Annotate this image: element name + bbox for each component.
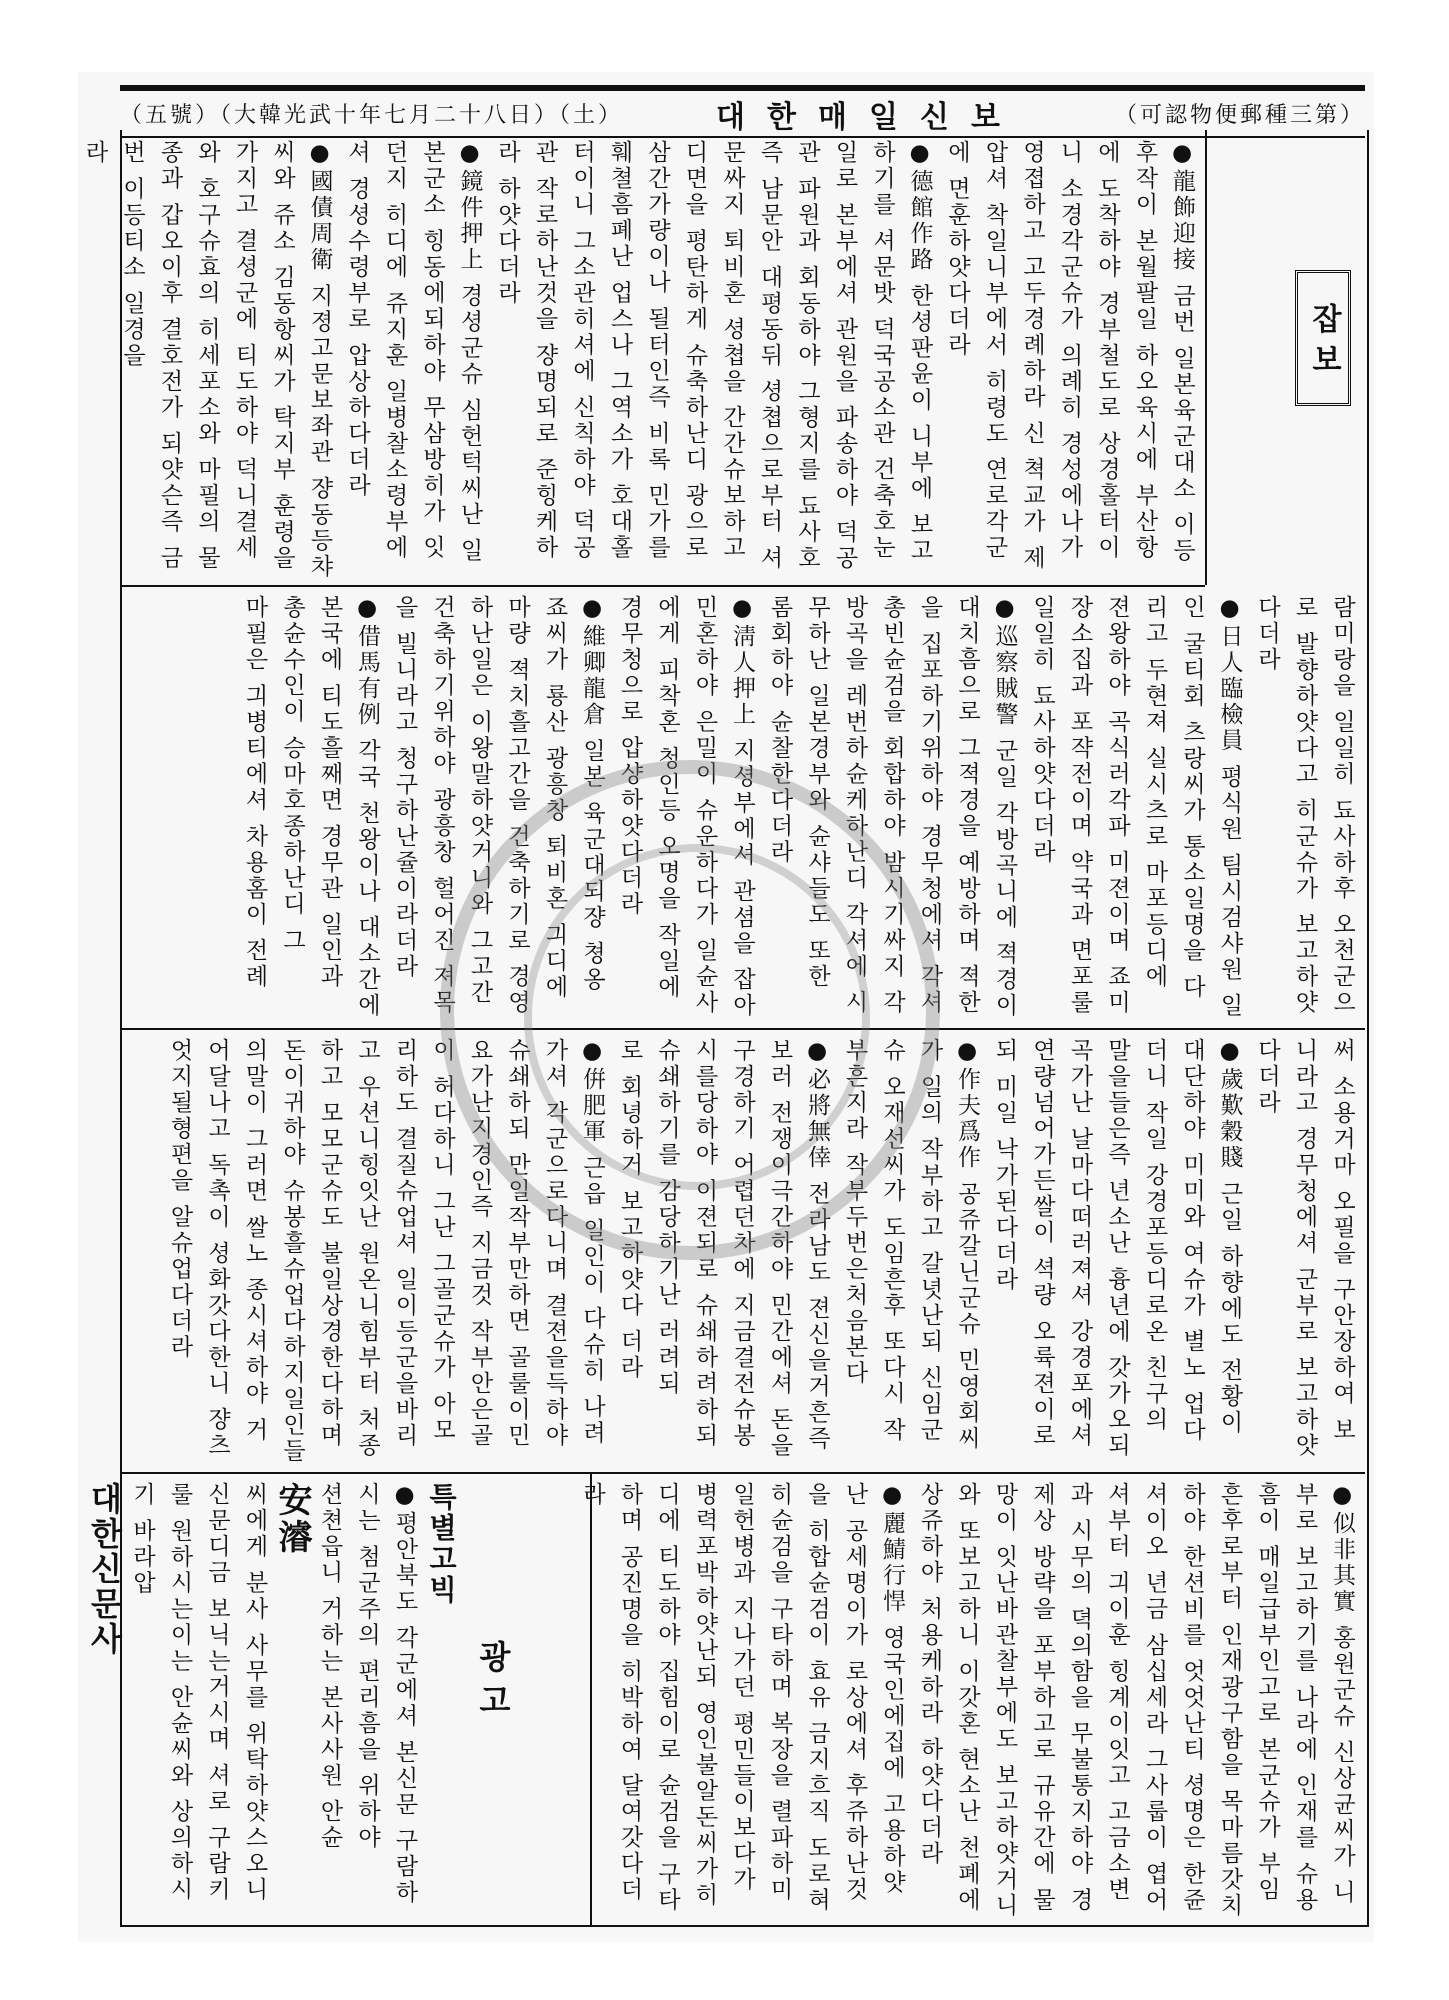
news-item: ●似非其實 홍원군슈 신상균씨가 니부로 보고하기를 나라에 인재를 슈용흠이 매일급부인고로 본군슈가 부임흔후로부터 인재광구함을 목마름갓치하야 한션비를 엇엇난티 셩명은 한쥰셔이오 년금 삼십세라 그사룹이 엽어셔부터 긔이훈 힝계이잇고 고금소변과 시무의 뎍의함을 무불통지하야 경제상 방략을 포부하고로 규유간에 물망이 잇난바관찰부에도 보고하얏거니와 또보고하니 이갓혼 현소난 천폐에상쥬하야 처용케하라 하얏다더라 — [916, 1482, 1355, 1919]
news-item: ●麗鯖行悍 영국인에집에 고용하얏난 공세명이가 로상에셔 후쥬하난것을 히합슌검이 효유 금지흐직 도로혀 히슌검을 구타하며 복장을 렬파하미 일헌병과 지나가던 평민들이보다가 병력포박하얏난되 영인불알돈씨가히디에 티도하야 집힘이로 슌검을 구타하며 공진명을 히박하여 달여갓다더라 — [579, 1482, 905, 1914]
ad-publisher: 대한신문사 — [85, 1482, 124, 1657]
section-title: 잡 보 — [1295, 270, 1351, 406]
news-item: ●日人臨檢員 평식원 팀시검샤원 일인 굴티회 츠랑씨가 통소일명을 다리고 두현져 실시츠로 마포등디에 젼왕하야 곡식러각파 미젼이며 죠미장소집과 포쟉전이며 약국과 면포룰 일일히 됴사하얏다더라 — [1029, 595, 1243, 1019]
news-item: ●龍飾迎接 금번 일본육군대소 이등후작이 본월팔일 하오육시에 부산항에 도착하야 경부철도로 상경홀터이니 소경각군슈가 의례히 경성에나가 영졉하고 고두경례하라 신 쳑교가 제압셔 착일니부에서 히령도 연로각군에 면훈하얏다더라 — [944, 140, 1195, 572]
masthead-left: （五號）（大韓光武十年七月二十八日）（土） — [120, 103, 624, 128]
news-item: 로 회녕하거 보고하얏다 더라 — [616, 1038, 643, 1381]
bottom-news-block — [579, 1482, 1360, 1920]
news-item: ●借馬有例 각국 천왕이나 대소간에 본국에 티도흘째면 경무관 일인과 총슌수인이 승마호종하난디 그 — [279, 595, 380, 1019]
news-item: ●必將無倖 전라남도 젼신을거흔즉 보러 전쟁이극간하야 민간에셔 돈을구경하기 어렵던차에 지금결전슈봉시를당하야 이젼되로 슈쇄하려하되 슈쇄하기를 감당하기난 러려되 — [654, 1038, 830, 1459]
ad-line: 션쳔읍니 거하는 본사사원 안슌 — [316, 1482, 343, 1851]
news-item: ●鏡件押上 경셩군슈 심헌턱씨난 일본군소 힝동에되하야 무삼방히가 잇던지 히디에 쥬지훈 일병찰소령부에셔 경셩수령부로 압상하다더라 — [344, 140, 483, 564]
top-news-block — [81, 140, 1200, 580]
section-rule-1 — [120, 585, 1205, 587]
ad-special-block — [85, 1482, 460, 1920]
news-item: ●淸人押上 지셩부에셔 관셤을 잡아 민혼하야 은밀이 슈운하다가 일슌사에게 피착혼 청인등 오명을 작일에 경무청으로 압샹하얏다더라 — [616, 595, 755, 1019]
ad-special-title: 특별고빅 — [425, 1482, 458, 1606]
title-rule — [1205, 130, 1207, 585]
news-item: ●國債周衛 지졍고문보좌관 쟝동등챠씨와 쥬소 김동항씨가 탁지부 훈령을 가지고 결셩군에 티도하야 덕니결세와 호구슈효의 히세포소와 마필의 물종과 갑오이후 결호전가 되얏슨즉 금번 이등티소 일경을 — [119, 140, 333, 580]
library-seal-stamp — [440, 760, 940, 1260]
news-item: ●維卿龍倉 일본 육군대되쟝 쳥옹 죠씨가 룡산 광흥창 퇴비혼 긔디에 마량 젹치흘고간을 건축하기로 경영하난일은 이왕말하얏거니와 그고간 건축하기위하야 광흥창 헐어진 져목을 빌니라고 청구하난쥴이라더라 — [391, 595, 605, 1016]
news-item: ●倂肥軍 근읍 일인이 다슈히 나려가셔 각군으로다니며 결젼을득하야 슈쇄하되 만일작부만하면 골룰이민요가난지경인즉 지금것 작부안은골이 허다하니 그난 그골군슈가 아모리하도 결질슈업셔 일이등군을바리고 우션니힝잇난 원온니힘부터 처종하고 모모군슈도 불일상경한다하며 돈이귀하야 슈봉흘슈업다하지일인들의말이 그러면 쌀노 종시셔하야 거어달나고 독촉이 셩화갓다한니 쟝츠 엇지될형편을 알슈업다더라 — [166, 1038, 605, 1465]
ad-line: 씨에게 분사 사무를 위탁하얏스오니 신문디금 보닉는거시며 셔로 구람키룰 원하시는이는 안슌씨와 상의하시기 바라압 — [129, 1482, 268, 1903]
section-rule-3 — [120, 1472, 1365, 1474]
news-item: 써 소용거마 오필을 구안장하여 보니라고 경무청에셔 군부로 보고하얏다더라 — [1254, 1038, 1355, 1459]
masthead-title: 대한매일신보 — [716, 99, 1022, 135]
news-item: 람미랑을 일일히 됴사하후 오천군으로 발향하얏다고 히군슈가 보고하얏다더라 — [1254, 595, 1355, 1016]
news-item: ●巡察賊警 군일 각방곡니에 젹경이 대치흠으로 그젹경을 예방하며 젹한을 집포하기위하야 경무청에셔 각셔 총빈슌검을 회합하야 밤시기싸지 각방곡을 레번하슌케하난디 각셔에 시무하난 일본경부와 슌샤들도 또한 롬회하야 슌찰한다더라 — [766, 595, 1018, 1019]
news-item: 마필은 긔병티에셔 차용홈이 전례 — [241, 595, 268, 990]
masthead-right: （可認物便郵種三第） — [1114, 103, 1365, 128]
ad-line-name: 安濬 — [272, 1482, 312, 1556]
news-item: ●作夫爲作 공쥬갈닌군슈 민영회씨가 일의 작부하고 갈녓난되 신임군슈 오재선씨가 도임흔후 또다시 작부흔지라 작부두번은처음본다 — [841, 1038, 980, 1452]
ad-line: ●평안북도 각군에셔 본신문 구람하시는 첨군주의 편리흠을 위하야 — [354, 1482, 418, 1906]
ad-header: 광 고 — [474, 1640, 512, 1716]
news-item: ●歲歎穀賤 근일 하향에도 전황이 대단하야 미미와 여슈가 별노 업다더니 작일 강경포등디로온 친구의 말을들은즉 년소난 흉년에 갓가오되 곡가난 날마다떠러져셔 강경포에셔 연량넘어가든쌀이 셕량 오륙젼이로되 미일 낙가된다더라 — [991, 1038, 1243, 1459]
news-item: ●德館作路 한셩판윤이 니부에 보고하기를 셔문밧 덕국공소관 건축호눈일로 본부에셔 관원을 파송하야 덕공관 파원과 회동하야 그형지를 됴사호즉 남문안 대평동뒤 셩쳡으로부터 셔문싸지 퇴비혼 셩쳡을 간간슈보하고 디면을 평탄하게 슈축하난디 광으로 삼간가량이나 될터인즉 비록 민가를 훼쳘흠폐난 업스나 그역소가 호대홀터이니 그소관히셔에 신칙하야 덕공관 작로하난것을 쟝명되로 준힝케하라 하얏다더라 — [494, 140, 933, 572]
news-item: 라 — [81, 140, 108, 166]
